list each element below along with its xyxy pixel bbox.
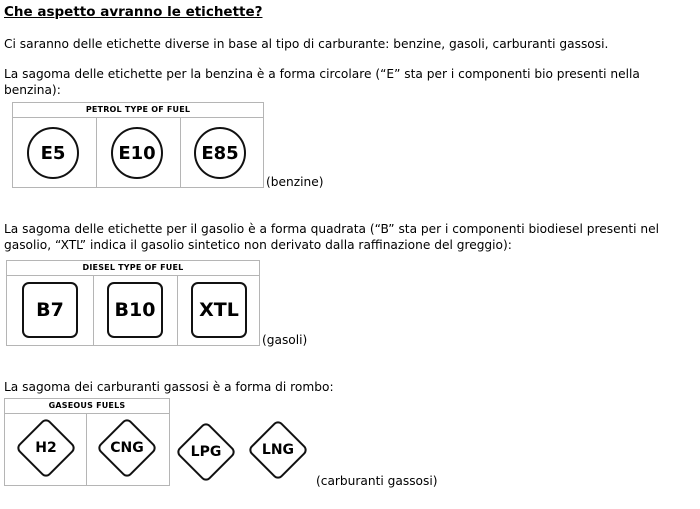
gaseous-cell: [87, 414, 169, 485]
gaseous-panel-title: GASEOUS FUELS: [5, 399, 169, 414]
gaseous-cell: [5, 414, 87, 485]
petrol-suffix: (benzine): [266, 175, 324, 189]
intro-paragraph: Ci saranno delle etichette diverse in base al tipo di carburante: benzine, gasoli, carburanti gassosi.: [4, 37, 609, 51]
e5-circle-label: E5: [27, 127, 79, 179]
diesel-cell: [7, 276, 94, 345]
diesel-cell: [94, 276, 178, 345]
cng-rhombus-label: CNG: [95, 416, 159, 480]
diesel-cell: [178, 276, 259, 345]
b7-square-label: B7: [22, 282, 78, 338]
diesel-suffix: (gasoli): [262, 333, 308, 347]
petrol-description: La sagoma delle etichette per la benzina è a forma circolare (“E” sta per i componenti bio presenti nella benzina):: [4, 67, 640, 97]
gaseous-description: La sagoma dei carburanti gassosi è a forma di rombo:: [4, 380, 334, 394]
gaseous-label-panel: [4, 398, 170, 486]
lpg-rhombus-label: LPG: [174, 420, 238, 484]
diesel-label-panel: [6, 260, 260, 346]
b10-square-label: B10: [107, 282, 163, 338]
petrol-cell: [13, 118, 97, 187]
page-heading: Che aspetto avranno le etichette?: [4, 4, 263, 20]
e85-circle-label: E85: [194, 127, 246, 179]
lng-rhombus-label: LNG: [246, 418, 310, 482]
petrol-panel-title: PETROL TYPE OF FUEL: [13, 103, 263, 118]
petrol-cell: [181, 118, 263, 187]
diesel-description: La sagoma delle etichette per il gasolio è a forma quadrata (“B” sta per i componenti biodiesel presenti nel gasolio, “XTL” indica il gasolio sintetico non derivato dalla raffinazione del greggio):: [4, 222, 660, 252]
diesel-panel-title: DIESEL TYPE OF FUEL: [7, 261, 259, 276]
petrol-label-panel: [12, 102, 264, 188]
xtl-square-label: XTL: [191, 282, 247, 338]
gaseous-suffix: (carburanti gassosi): [316, 474, 438, 488]
e10-circle-label: E10: [111, 127, 163, 179]
petrol-cell: [97, 118, 181, 187]
h2-rhombus-label: H2: [14, 416, 78, 480]
